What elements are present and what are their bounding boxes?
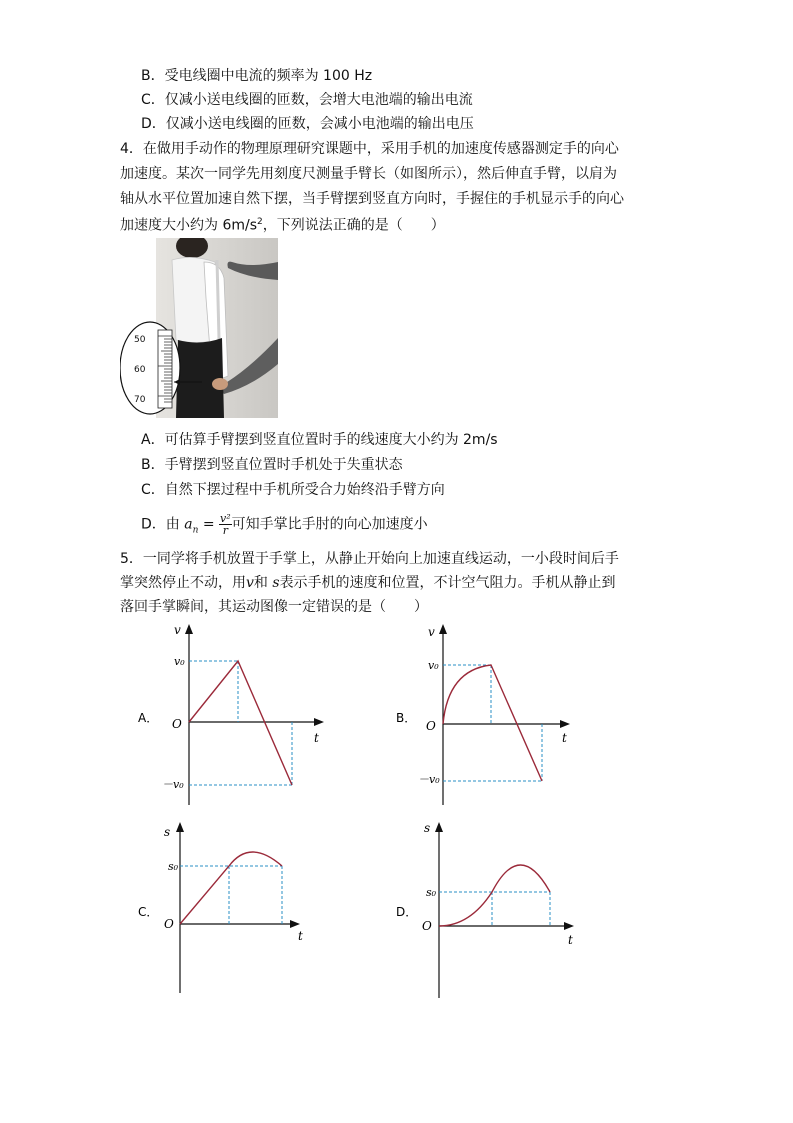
graph-a-v0: v₀ [174,655,185,668]
graph-c-label: C． [138,905,159,919]
graph-c [130,818,330,998]
q4-option-d-pre: D．由 [141,516,180,533]
graph-a-x-axis: t [314,731,319,745]
q4-stem-line4 [120,212,445,236]
graph-d-s0: s₀ [426,886,437,899]
ruler-tick-50: 50 [134,335,146,345]
graph-d-label: D． [396,905,418,919]
q5-stem-line2-b: 和 [253,575,268,591]
q4-stem-line4-pre: 加速度大小约为 6m/s [120,217,258,234]
graph-a [130,620,340,810]
q5-var-v: v [246,575,254,591]
graph-d-y-axis: s [424,821,431,835]
graph-a-origin: O [172,717,182,731]
graph-c-origin: O [164,917,174,931]
q4-stem-line3: 轴从水平位置加速自然下摆，当手臂摆到竖直方向时，手握住的手机显示手的向心 [120,191,624,207]
q4-option-d-post: 可知手掌比手肘的向心加速度小 [231,516,428,533]
q5-stem-line1: 5．一同学将手机放置于手掌上，从静止开始向上加速直线运动，一小段时间后手 [120,551,619,567]
q4-stem-line1: 4．在做用手动作的物理原理研究课题中，采用手机的加速度传感器测定手的向心 [120,141,619,157]
q5-stem-line2-c: 表示手机的速度和位置，不计空气阻力。手机从静止到 [279,575,616,591]
q5-stem-line2 [120,573,616,593]
arm-measurement-photo [120,238,278,418]
graph-c-s0: s₀ [168,860,179,873]
graph-d [390,818,590,1003]
graph-a-y-axis: v [174,623,181,637]
graph-a-neg-v0: －v₀ [162,778,184,791]
graph-a-label: A． [138,711,159,725]
graph-b-label: B． [396,711,417,725]
q5-stem-line2-a: 掌突然停止不动，用 [120,575,246,591]
graph-c-x-axis: t [298,929,303,943]
graph-b-x-axis: t [562,731,567,745]
formula-lhs: a [184,516,193,533]
q4-option-a: A．可估算手臂摆到竖直位置时手的线速度大小约为 2m/s [141,432,498,448]
q5-stem-line3: 落回手掌瞬间，其运动图像一定错误的是（ ） [120,599,428,615]
q3-option-c: C．仅减小送电线圈的匝数，会增大电池端的输出电流 [141,92,473,108]
q4-option-c: C．自然下摆过程中手机所受合力始终沿手臂方向 [141,482,445,498]
q3-option-b: B．受电线圈中电流的频率为 100 Hz [141,68,373,84]
formula-denominator: r [222,524,228,537]
graph-d-x-axis: t [568,933,573,947]
q4-stem-exponent: 2 [257,217,263,227]
graph-d-origin: O [422,919,432,933]
graph-c-y-axis: s [164,825,171,839]
graph-b [390,620,590,810]
graph-b-neg-v0: －v₀ [418,773,440,786]
q4-option-d: D．由 $a_n$ = $\frac{\text{v²}}{r}$ 可知手掌比手肘的向心加速度小 [141,512,428,537]
ruler-tick-70: 70 [134,395,146,405]
graph-b-v0: v₀ [428,659,439,672]
graph-b-origin: O [426,719,436,733]
formula-fraction [219,513,232,536]
formula-sub: n [192,525,199,536]
q5-var-s: s [272,575,280,591]
ruler-tick-60: 60 [134,365,146,375]
q4-stem-line2: 加速度。某次一同学先用刻度尺测量手臂长（如图所示），然后伸直手臂，以肩为 [120,166,617,182]
q4-stem-line4-post: ，下列说法正确的是（ ） [262,217,445,234]
q4-option-b: B．手臂摆到竖直位置时手机处于失重状态 [141,457,403,473]
q3-option-d: D．仅减小送电线圈的匝数，会减小电池端的输出电压 [141,116,474,132]
formula-numerator: v² [220,512,231,525]
graph-b-y-axis: v [428,625,435,639]
